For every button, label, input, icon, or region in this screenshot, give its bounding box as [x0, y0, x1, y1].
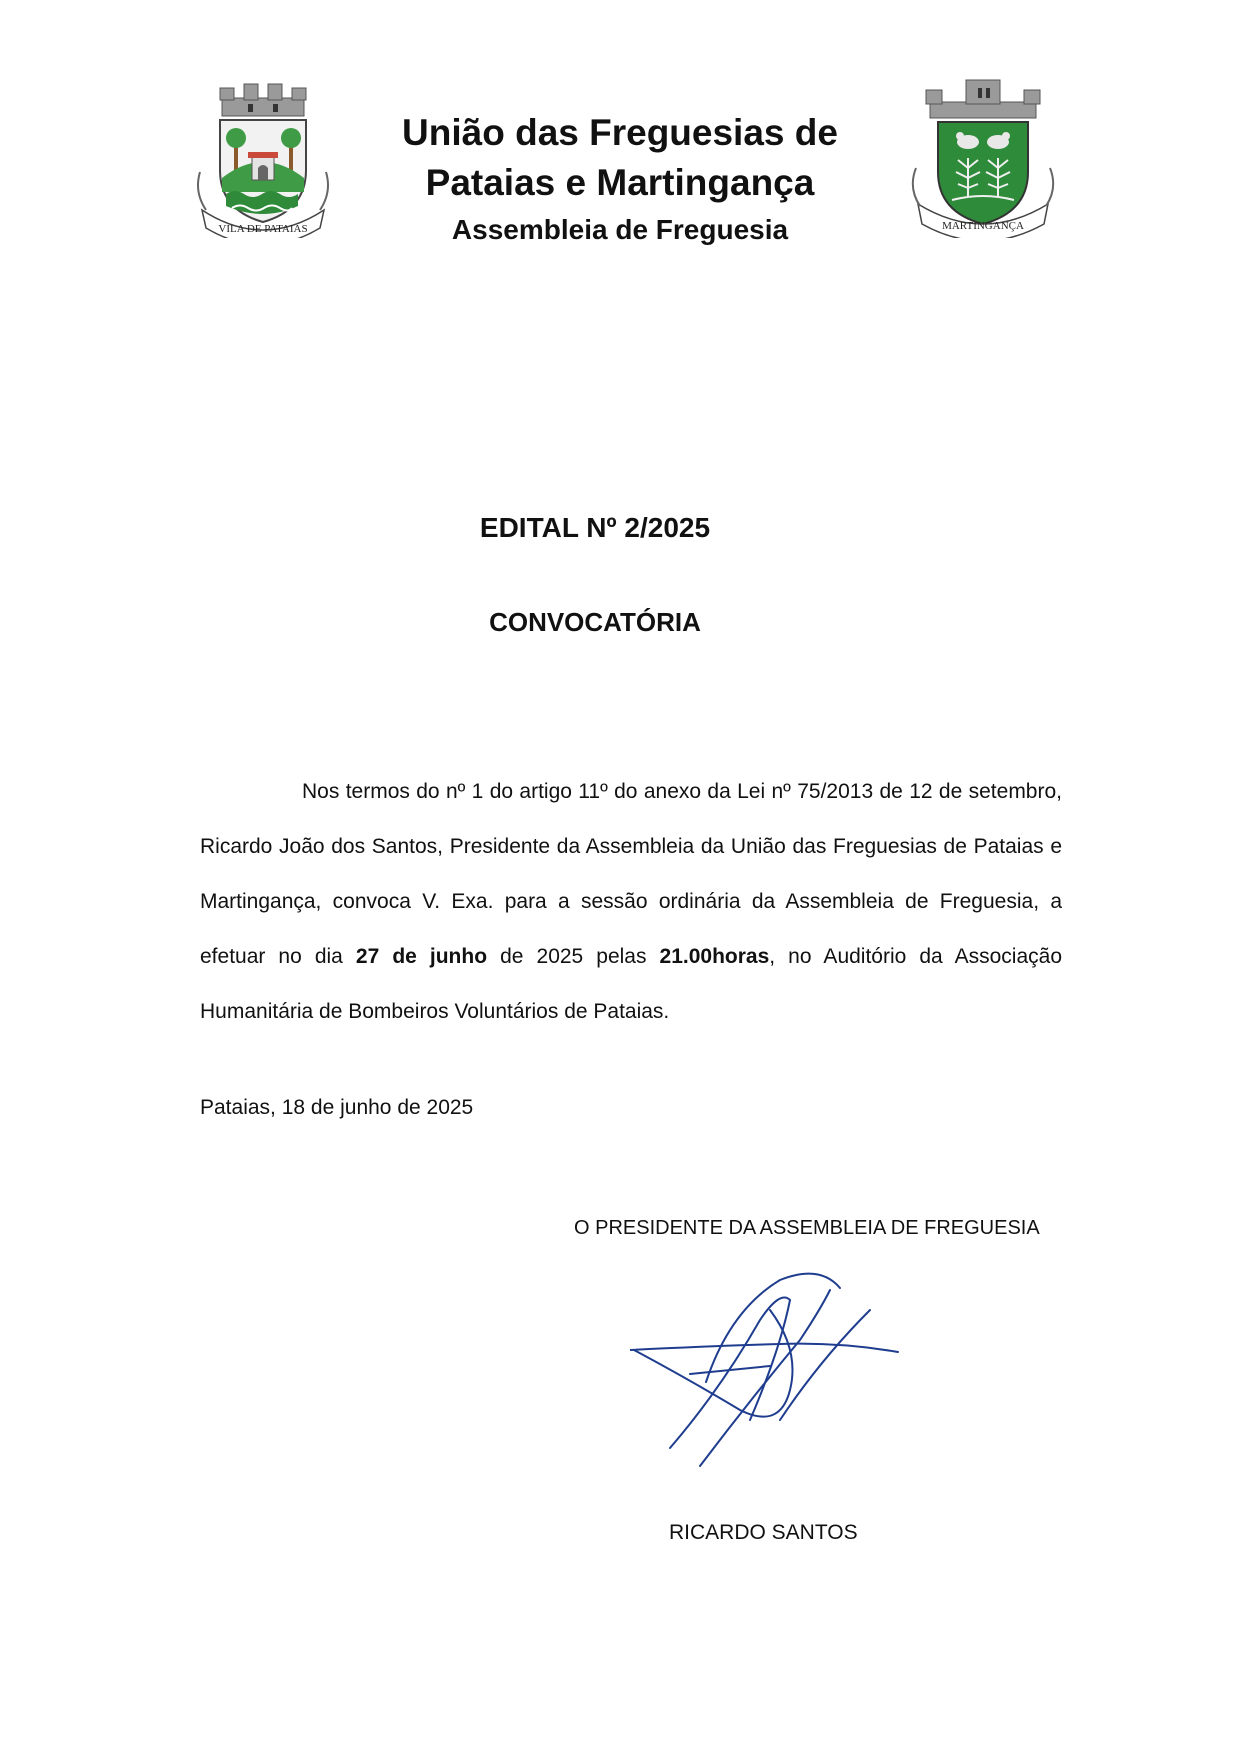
body-text-part-3: , no Auditório da Associação Humanitária de Bombeiros Voluntários de Pataias.: [200, 945, 1063, 1023]
place-and-date: Pataias, 18 de junho de 2025: [200, 1096, 474, 1119]
meeting-time: 21.00horas: [659, 945, 770, 968]
martinganca-coat-of-arms-icon: [908, 78, 1058, 238]
body-text-part-1: Nos termos do nº 1 do artigo 11º do anexo da Lei nº 75/2013 de 12 de setembro, Ricardo João dos Santos, Presidente da Assembleia da União das Freguesias de Pataias e Martingança, convoca V. Exa. para a sessão ordinária da Assembleia de Freguesia, a efetuar no dia: [200, 780, 1062, 968]
convocatoria-title: CONVOCATÓRIA: [489, 607, 701, 637]
signatory-role: O PRESIDENTE DA ASSEMBLEIA DE FREGUESIA: [574, 1217, 1040, 1239]
pataias-coat-of-arms-icon: [196, 82, 330, 238]
left-crest-banner-text: VILA DE PATAIAS: [218, 223, 308, 235]
document-header: [360, 108, 880, 250]
body-text-part-2: de 2025 pelas: [487, 945, 660, 968]
edital-title: EDITAL Nº 2/2025: [479, 512, 711, 543]
signatory-name: RICARDO SANTOS: [669, 1521, 858, 1544]
handwritten-signature-icon: [630, 1270, 900, 1470]
header-line-3: Assembleia de Freguesia: [451, 214, 789, 245]
header-line-1: União das Freguesias de: [402, 112, 838, 153]
right-crest-banner-text: MARTINGANÇA: [942, 220, 1024, 232]
meeting-date: 27 de junho: [355, 945, 488, 968]
body-paragraph: [200, 764, 1062, 1039]
header-line-2: Pataias e Martingança: [425, 162, 815, 203]
